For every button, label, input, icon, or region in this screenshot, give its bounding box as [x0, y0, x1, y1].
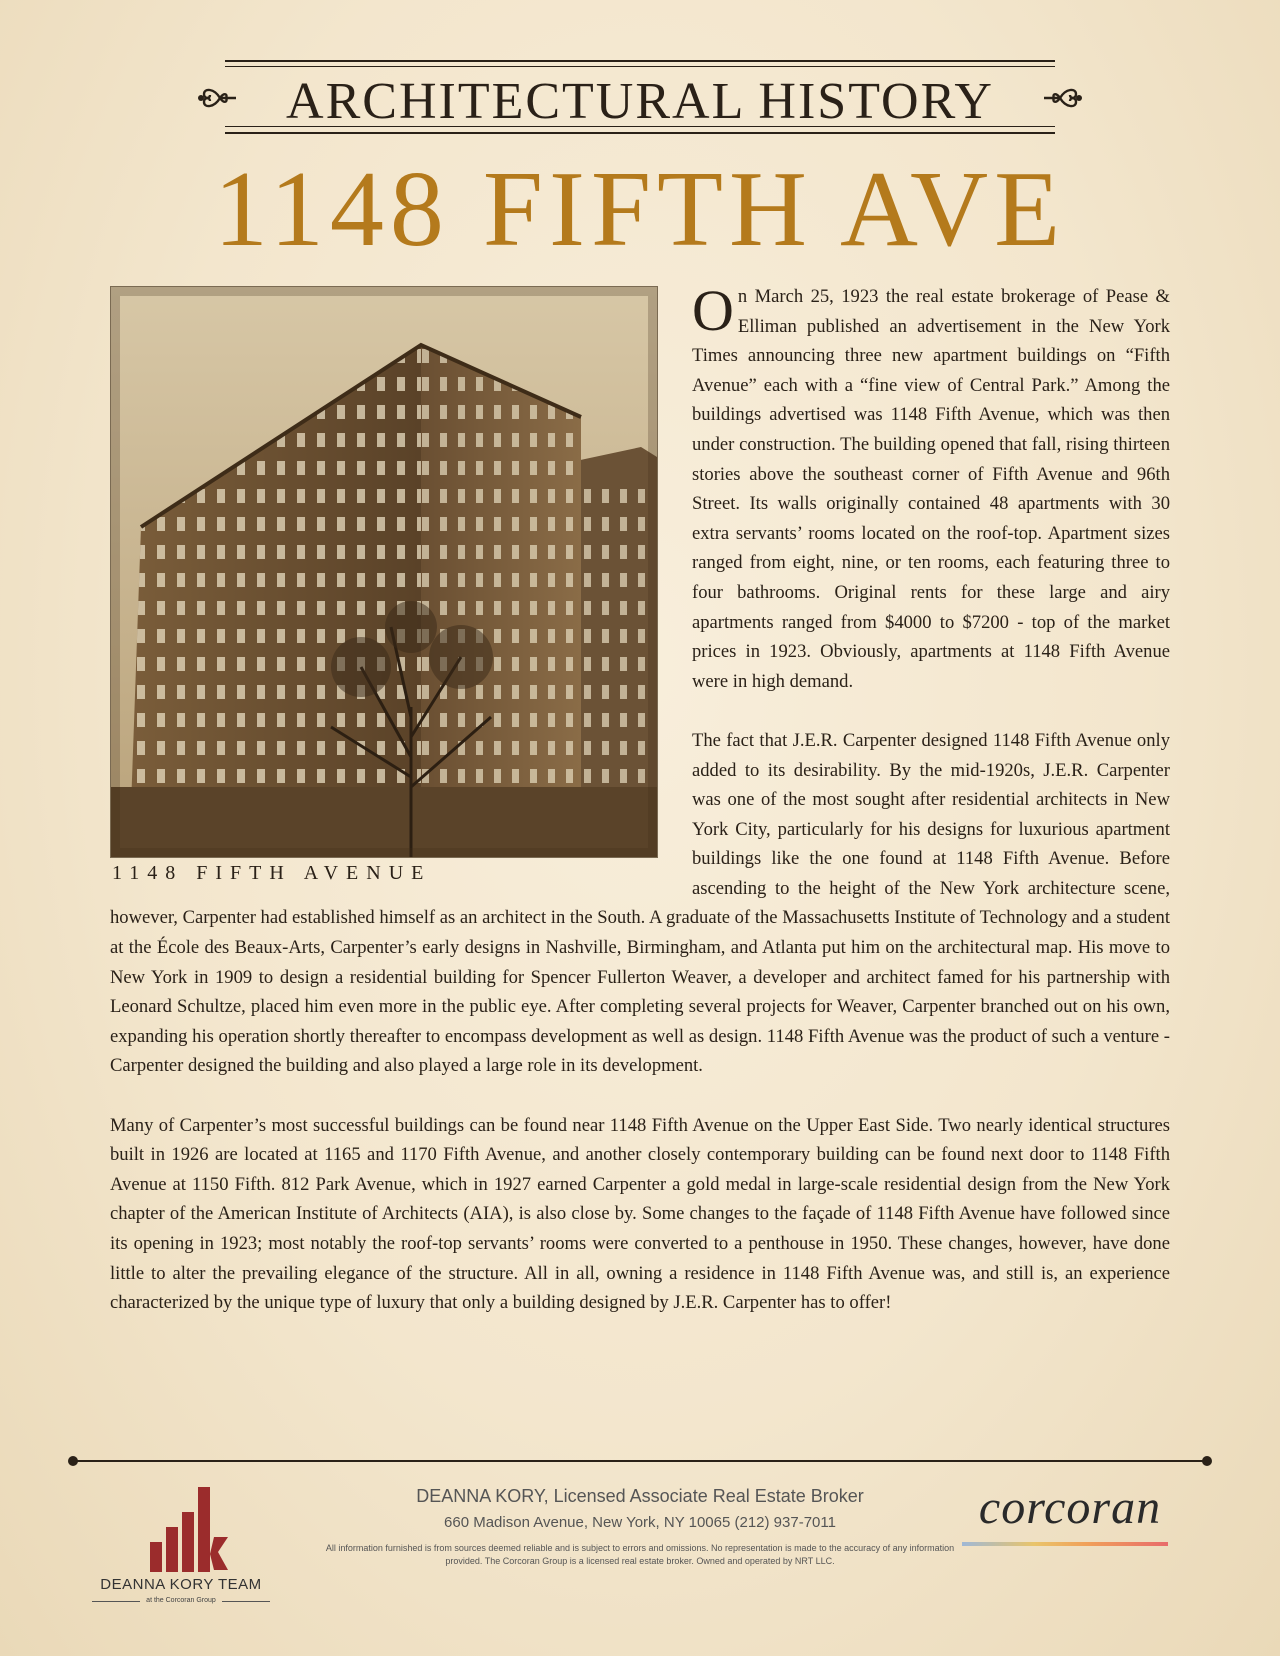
corcoran-color-bar — [962, 1542, 1168, 1546]
broker-address: 660 Madison Avenue, New York, NY 10065 (212) 937-7011 — [444, 1514, 836, 1531]
header-rule-bottom-thin — [225, 126, 1055, 127]
broker-name: DEANNA KORY, Licensed Associate Real Estate Broker — [416, 1486, 864, 1506]
photo-caption: 1148 FIFTH AVENUE — [112, 862, 432, 884]
page-title: 1148 FIFTH AVE — [213, 150, 1067, 269]
legal-disclaimer: All information furnished is from sources deemed reliable and is subject to errors and omissions. No representation is made to the accuracy of any information provided. The Corcoran Group is a licensed real estate broker. Owned and operated by NRT LLC. — [325, 1543, 955, 1566]
drop-cap: O — [692, 278, 734, 343]
corcoran-logo: corcoran — [978, 1481, 1162, 1534]
flourish-right-icon — [1042, 80, 1082, 116]
team-sub-rule-right — [222, 1601, 270, 1602]
paragraph-2: The fact that J.E.R. Carpenter designed 1148 Fifth Avenue only added to its desirability. By the mid-1920s, J.E.R. Carpenter was one of the most sought after residential architects in New York City, particularly for his designs for luxurious apartment buildings like the one found at 1148 Fifth Avenue. Before ascending to the height of the New York architecture scene, however, Carpenter had established himself as an architect in the South. A graduate of the Massachusetts Institute of Technology and a student at the École des Beaux-Arts, Carpenter’s early designs in Nashville, Birmingham, and Atlanta put him on the architectural map. His move to New York in 1909 to design a residential building for Spencer Fullerton Weaver, a developer and architect famed for his partnership with Leonard Schultze, placed him even more in the public eye. After completing several projects for Weaver, Carpenter branched out on his own, expanding his operation shortly thereafter to encompass development as well as design. 1148 Fifth Avenue was the product of such a venture - Carpenter designed the building and also played a large role in its development. — [110, 729, 1170, 1077]
footer-rule — [72, 1460, 1208, 1462]
paragraph-1-text: n March 25, 1923 the real estate brokerage of Pease & Elliman published an advertisement in the New York Times announcing three new apartment buildings on “Fifth Avenue” each with a “fine view of Central Park.” Among the buildings advertised was 1148 Fifth Avenue, which was then under construction. The building opened that fall, rising thirteen stories above the southeast corner of Fifth Avenue and 96th Street. Its walls originally contained 48 apartments with 30 extra servants’ rooms located on the roof-top. Apartment sizes ranged from eight, nine, or ten rooms, each featuring three to four bathrooms. Original rents for these large and airy apartments ranged from $4000 to $7200 - top of the market prices in 1923. Obviously, apartments at 1148 Fifth Avenue were in high demand. — [692, 286, 1170, 692]
section-kicker: ARCHITECTURAL HISTORY — [286, 73, 994, 130]
paragraph-3: Many of Carpenter’s most successful buildings can be found near 1148 Fifth Avenue on the Upper East Side. Two nearly identical structures built in 1926 are located at 1165 and 1170 Fifth Avenue, and another closely contemporary building can be found next door to 1148 Fifth Avenue at 1150 Fifth. 812 Park Avenue, which in 1927 earned Carpenter a gold medal in large-scale residential design from the New York chapter of the American Institute of Architects (AIA), is also close by. Some changes to the façade of 1148 Fifth Avenue have followed since its opening in 1923; most notably the roof-top servants’ rooms were converted to a penthouse in 1950. These changes, however, have done little to alter the prevailing elegance of the structure. All in all, owning a residence in 1148 Fifth Avenue was, and still is, an experience characterized by the unique type of luxury that only a building designed by J.E.R. Carpenter has to offer! — [110, 1114, 1170, 1314]
footer-rule-dot-right — [1202, 1456, 1212, 1466]
article-body — [110, 278, 1170, 1347]
team-name: DEANNA KORY TEAM — [100, 1576, 262, 1593]
photo-float-spacer — [110, 282, 692, 892]
team-subtitle: at the Corcoran Group — [146, 1597, 216, 1604]
header-rule-bottom — [225, 132, 1055, 134]
